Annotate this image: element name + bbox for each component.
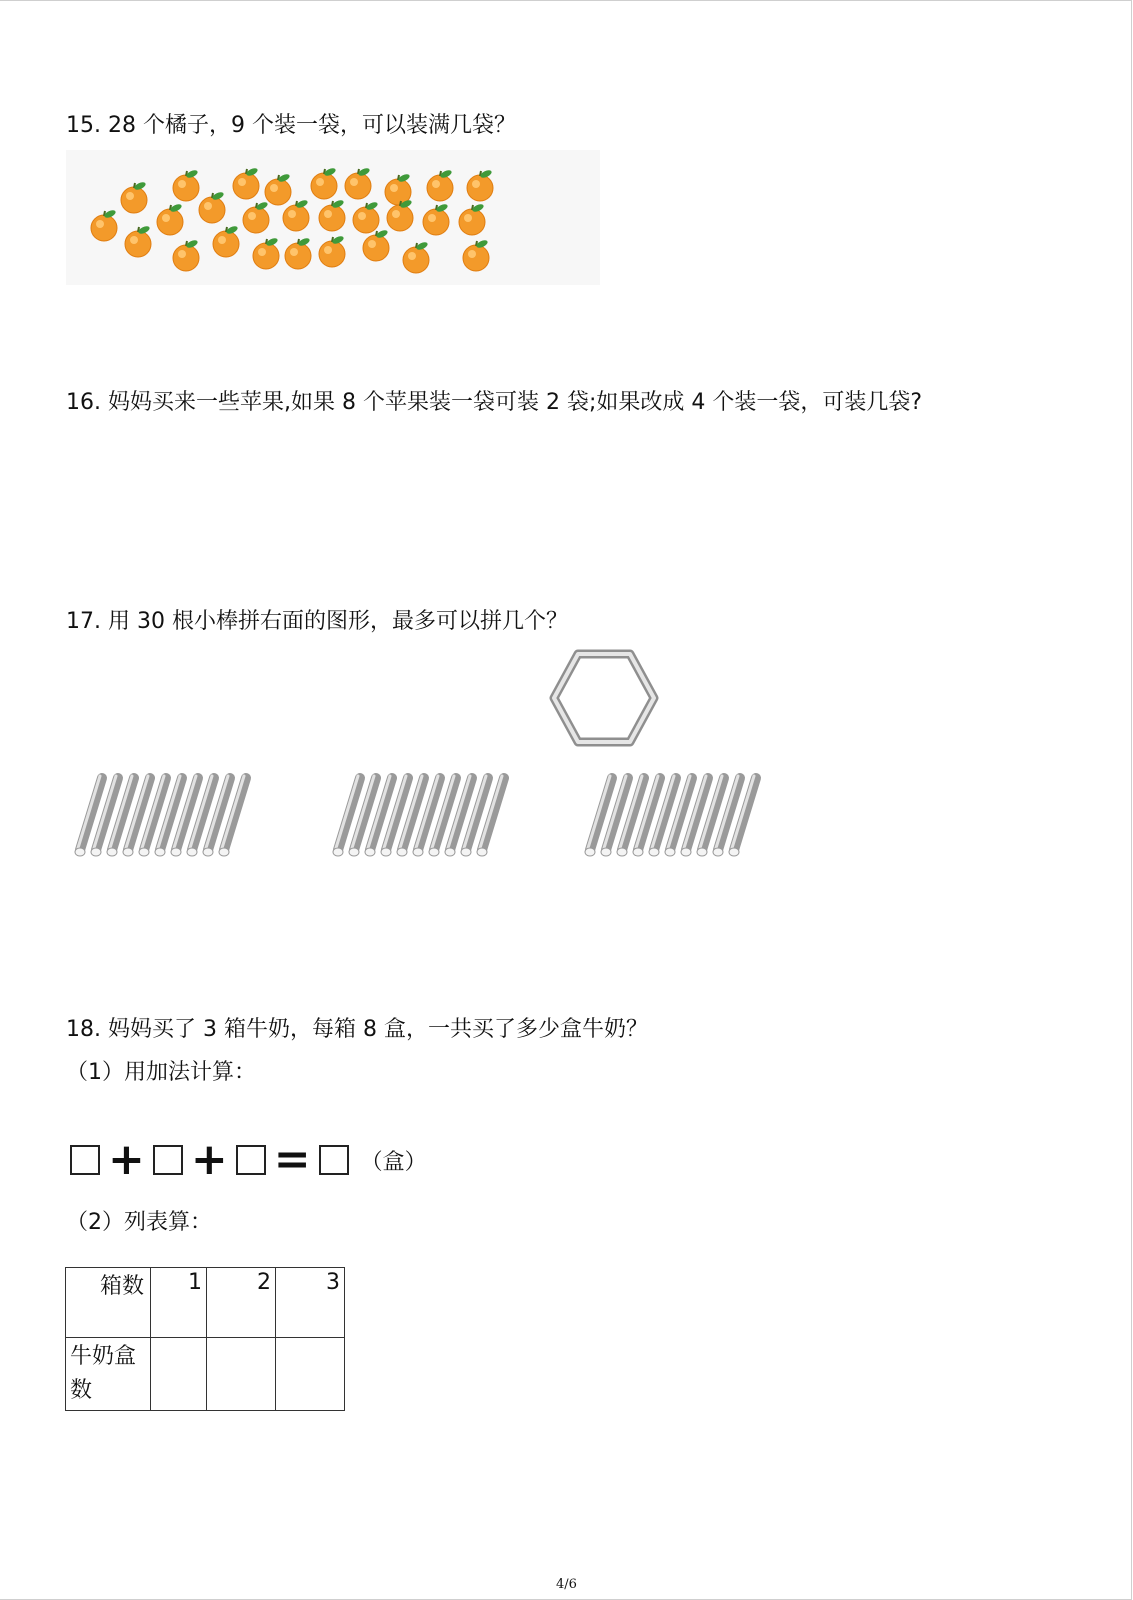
- stick-bundle-2: [330, 770, 520, 862]
- header-milk-label: 牛奶盒数: [70, 1344, 137, 1403]
- hexagon-stick-figure: [548, 648, 660, 748]
- orange-fruit: [173, 169, 199, 201]
- orange-fruit: [173, 239, 199, 271]
- orange-fruit: [125, 225, 151, 257]
- table-cell: 1: [151, 1268, 207, 1338]
- question-16: 16. 妈妈买来一些苹果,如果 8 个苹果装一袋可装 2 袋;如果改成 4 个装一袋，可装几袋?: [66, 390, 923, 415]
- header-boxes-label: 箱数: [100, 1274, 145, 1299]
- orange-fruit: [121, 181, 147, 213]
- orange-fruit: [157, 203, 183, 235]
- orange-fruit: [423, 203, 449, 235]
- orange-fruit: [403, 241, 429, 273]
- answer-box-2[interactable]: [153, 1145, 183, 1175]
- page-number: 4/6: [556, 1577, 577, 1592]
- part-2-label: （2）列表算：: [66, 1210, 212, 1235]
- orange-fruit: [353, 201, 379, 233]
- stick-bundle-3: [582, 770, 772, 862]
- orange-fruit: [311, 167, 337, 199]
- table-cell: 2: [207, 1268, 276, 1338]
- answer-box-3[interactable]: [236, 1145, 266, 1175]
- oranges-picture: [66, 150, 600, 285]
- table-cell[interactable]: [207, 1338, 276, 1411]
- table-cell: 3: [276, 1268, 345, 1338]
- question-17: 17. 用 30 根小棒拼右面的图形，最多可以拼几个？: [66, 609, 568, 634]
- orange-fruit: [427, 169, 453, 201]
- orange-fruit: [253, 237, 279, 269]
- orange-fruit: [243, 201, 269, 233]
- table-row: [66, 1338, 345, 1411]
- orange-fruit: [283, 199, 309, 231]
- orange-fruit: [467, 169, 493, 201]
- equals-sign: =: [273, 1134, 311, 1185]
- table-row: [66, 1268, 345, 1338]
- table-header-cell: [66, 1268, 151, 1338]
- orange-fruit: [285, 237, 311, 269]
- question-15: 15. 28 个橘子，9 个装一袋，可以装满几袋？: [66, 113, 516, 138]
- table-header-cell: [66, 1338, 151, 1411]
- orange-fruit: [265, 173, 291, 205]
- stick-bundle-1: [72, 770, 262, 862]
- orange-fruit: [319, 199, 345, 231]
- milk-table: [65, 1267, 345, 1411]
- oranges-illustration: [66, 150, 600, 285]
- orange-fruit: [363, 229, 389, 261]
- orange-fruit: [387, 199, 413, 231]
- question-18: 18. 妈妈买了 3 箱牛奶，每箱 8 盒，一共买了多少盒牛奶？: [66, 1017, 648, 1042]
- addition-equation: [70, 1134, 427, 1185]
- orange-fruit: [199, 191, 225, 223]
- table-cell[interactable]: [151, 1338, 207, 1411]
- part-1-label: （1）用加法计算：: [66, 1060, 256, 1085]
- orange-fruit: [91, 209, 117, 241]
- orange-fruit: [345, 167, 371, 199]
- orange-fruit: [459, 203, 485, 235]
- orange-fruit: [233, 167, 259, 199]
- orange-fruit: [463, 239, 489, 271]
- orange-fruit: [385, 173, 411, 205]
- answer-box-result[interactable]: [319, 1145, 349, 1175]
- plus-sign: +: [190, 1134, 228, 1185]
- unit-label: （盒）: [360, 1149, 427, 1175]
- orange-fruit: [213, 225, 239, 257]
- table-cell[interactable]: [276, 1338, 345, 1411]
- orange-fruit: [319, 235, 345, 267]
- answer-box-1[interactable]: [70, 1145, 100, 1175]
- plus-sign: +: [108, 1134, 145, 1185]
